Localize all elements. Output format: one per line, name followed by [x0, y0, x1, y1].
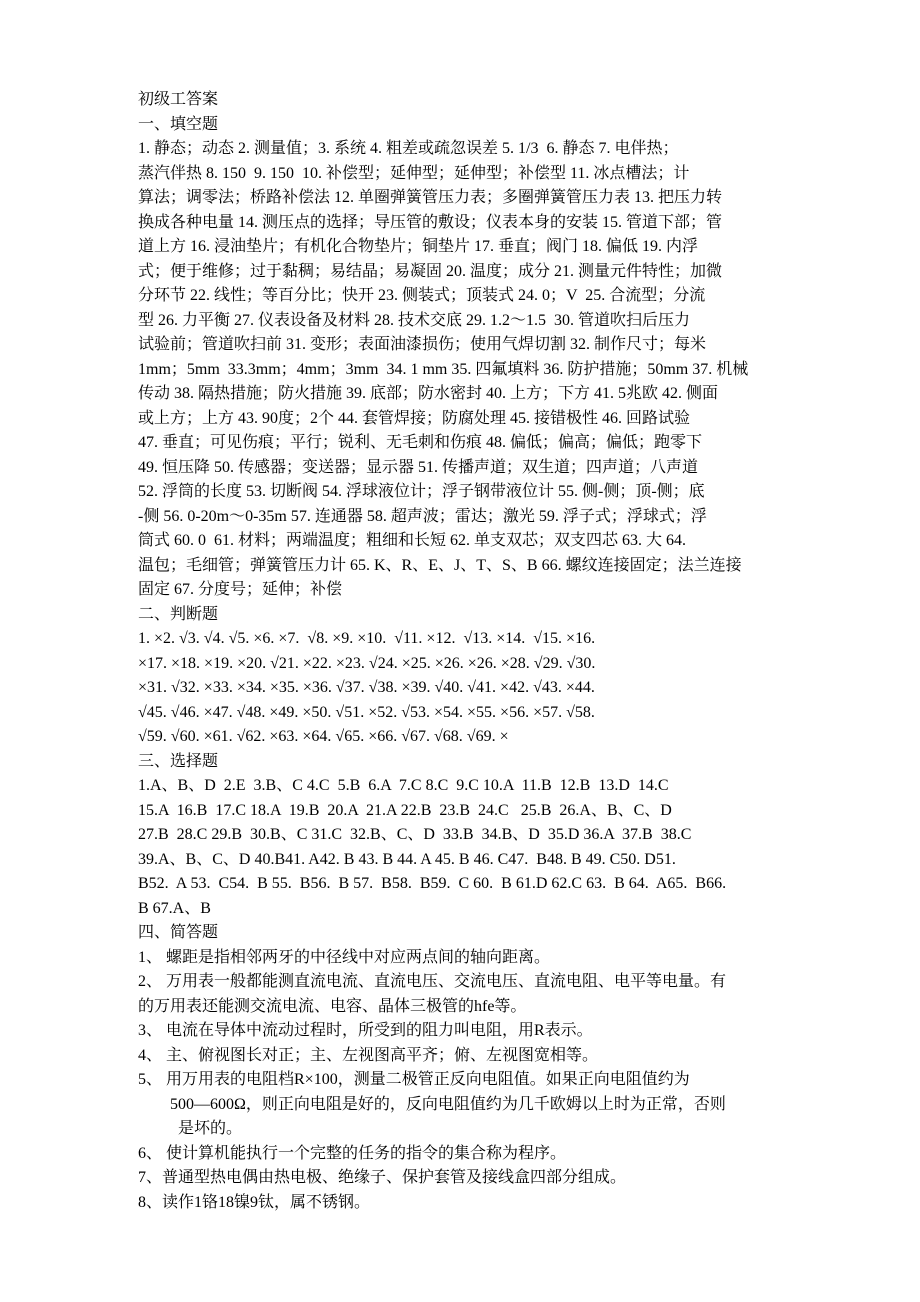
document-line: 温包；毛细管；弹簧管压力计 65. K、R、E、J、T、S、B 66. 螺纹连接固定；法兰连接 — [138, 556, 742, 574]
document-line: 分环节 22. 线性；等百分比；快开 23. 侧装式；顶装式 24. 0；V 25. 合流型；分流 — [138, 287, 706, 304]
document-line: 1.A、B、D 2.E 3.B、C 4.C 5.B 6.A 7.C 8.C 9.C 10.A 11.B 12.B 13.D 14.C — [138, 777, 669, 794]
document-content — [138, 88, 788, 1215]
section-heading: 三、选择题 — [138, 752, 219, 770]
document-line: 47. 垂直；可见伤痕；平行；锐利、无毛刺和伤痕 48. 偏低；偏高；偏低；跑零下 — [138, 434, 703, 451]
document-line: 3、 电流在导体中流动过程时，所受到的阻力叫电阻，用R表示。 — [138, 1022, 593, 1039]
document-title: 初级工答案 — [138, 91, 219, 108]
document-line: 7、普通型热电偶由热电极、绝缘子、保护套管及接线盒四部分组成。 — [138, 1169, 627, 1186]
document-line: √59. √60. ×61. √62. ×63. ×64. √65. ×66. √67. √68. √69. × — [138, 728, 509, 745]
document-line: ×17. ×18. ×19. ×20. √21. ×22. ×23. √24. ×25. ×26. ×26. ×28. √29. √30. — [138, 654, 596, 672]
document-line: 49. 恒压降 50. 传感器；变送器；显示器 51. 传播声道；双生道；四声道；八声道 — [138, 458, 699, 476]
document-line: 4、 主、俯视图长对正；主、左视图高平齐；俯、左视图宽相等。 — [138, 1046, 599, 1064]
document-sections — [138, 113, 788, 1216]
document-line: 式；便于维修；过于黏稠；易结晶；易凝固 20. 温度；成分 21. 测量元件特性；加微 — [138, 262, 723, 280]
document-line: √45. √46. ×47. √48. ×49. ×50. √51. ×52. √53. ×54. ×55. ×56. ×57. √58. — [138, 703, 595, 721]
document-line: 固定 67. 分度号；延伸；补偿 — [138, 581, 343, 598]
document-line: 1mm；5mm 33.3mm；4mm；3mm 34. 1 mm 35. 四氟填料 36. 防护措施；50mm 37. 机械 — [138, 360, 749, 378]
document-line: 5、 用万用表的电阻档R×100，测量二极管正反向电阻值。如果正向电阻值约为 — [138, 1071, 690, 1088]
document-line: 或上方；上方 43. 90度；2个 44. 套管焊接；防腐处理 45. 接错极性 46. 回路试验 — [138, 409, 691, 427]
document-line: -侧 56. 0-20m～0-35m 57. 连通器 58. 超声波；雷达；激光 59. 浮子式；浮球式；浮 — [138, 507, 707, 525]
document-line: 算法；调零法；桥路补偿法 12. 单圈弹簧管压力表；多圈弹簧管压力表 13. 把压力转 — [138, 189, 723, 206]
document-line: 传动 38. 隔热措施；防火措施 39. 底部；防水密封 40. 上方；下方 41. 5兆欧 42. 侧面 — [138, 385, 719, 402]
document-line: 6、 使计算机能执行一个完整的任务的指令的集合称为程序。 — [138, 1144, 567, 1162]
document-line: 试验前；管道吹扫前 31. 变形；表面油漆损伤；使用气焊切割 32. 制作尺寸；每米 — [138, 336, 707, 353]
document-line: 的万用表还能测交流电流、电容、晶体三极管的hfe等。 — [138, 997, 527, 1015]
document-line: 换成各种电量 14. 测压点的选择；导压管的敷设；仪表本身的安装 15. 管道下部；管 — [138, 213, 723, 231]
document-line: 2、 万用表一般都能测直流电流、直流电压、交流电压、直流电阻、电平等电量。有 — [138, 973, 727, 990]
section-heading: 一、填空题 — [138, 115, 219, 133]
document-line: B52. A 53. C54. B 55. B56. B 57. B58. B59. C 60. B 61.D 62.C 63. B 64. A65. B66. — [138, 875, 727, 892]
document-line: ×31. √32. ×33. ×34. ×35. ×36. √37. √38. ×39. √40. √41. ×42. √43. ×44. — [138, 679, 595, 696]
document-line: B 67.A、B — [138, 899, 211, 917]
document-line: 500—600Ω，则正向电阻是好的，反向电阻值约为几千欧姆以上时为正常，否则 — [170, 1095, 726, 1113]
document-line: 筒式 60. 0 61. 材料；两端温度；粗细和长短 62. 单支双芯；双支四芯 63. 大 64. — [138, 532, 687, 549]
document-line: 是坏的。 — [178, 1120, 243, 1137]
document-line: 1. 静态；动态 2. 测量值；3. 系统 4. 粗差或疏忽误差 5. 1/3 6. 静态 7. 电伴热； — [138, 140, 679, 157]
document-line: 27.B 28.C 29.B 30.B、C 31.C 32.B、C、D 33.B 34.B、D 35.D 36.A 37.B 38.C — [138, 826, 692, 843]
document-line: 蒸汽伴热 8. 150 9. 150 10. 补偿型；延伸型；延伸型；补偿型 11. 冰点槽法；计 — [138, 164, 690, 182]
document-line: 道上方 16. 浸油垫片；有机化合物垫片；铜垫片 17. 垂直；阀门 18. 偏低 19. 内浮 — [138, 238, 699, 255]
document-line: 15.A 16.B 17.C 18.A 19.B 20.A 21.A 22.B 23.B 24.C 25.B 26.A、B、C、D — [138, 801, 672, 819]
document-line: 型 26. 力平衡 27. 仪表设备及材料 28. 技术交底 29. 1.2～1.5 30. 管道吹扫后压力 — [138, 311, 691, 329]
document-line: 8、读作1铬18镍9钛，属不锈钢。 — [138, 1193, 371, 1211]
section-heading: 四、简答题 — [138, 924, 219, 941]
document-line: 39.A、B、C、D 40.B41. A42. B 43. B 44. A 45. B 46. C47. B48. B 49. C50. D51. — [138, 850, 676, 868]
document-line: 52. 浮筒的长度 53. 切断阀 54. 浮球液位计；浮子钢带液位计 55. 侧-侧；顶-侧；底 — [138, 483, 705, 500]
document-line: 1. ×2. √3. √4. √5. ×6. ×7. √8. ×9. ×10. √11. ×12. √13. ×14. √15. ×16. — [138, 630, 596, 647]
document-line: 1、 螺距是指相邻两牙的中径线中对应两点间的轴向距离。 — [138, 948, 551, 966]
section-heading: 二、判断题 — [138, 605, 219, 623]
